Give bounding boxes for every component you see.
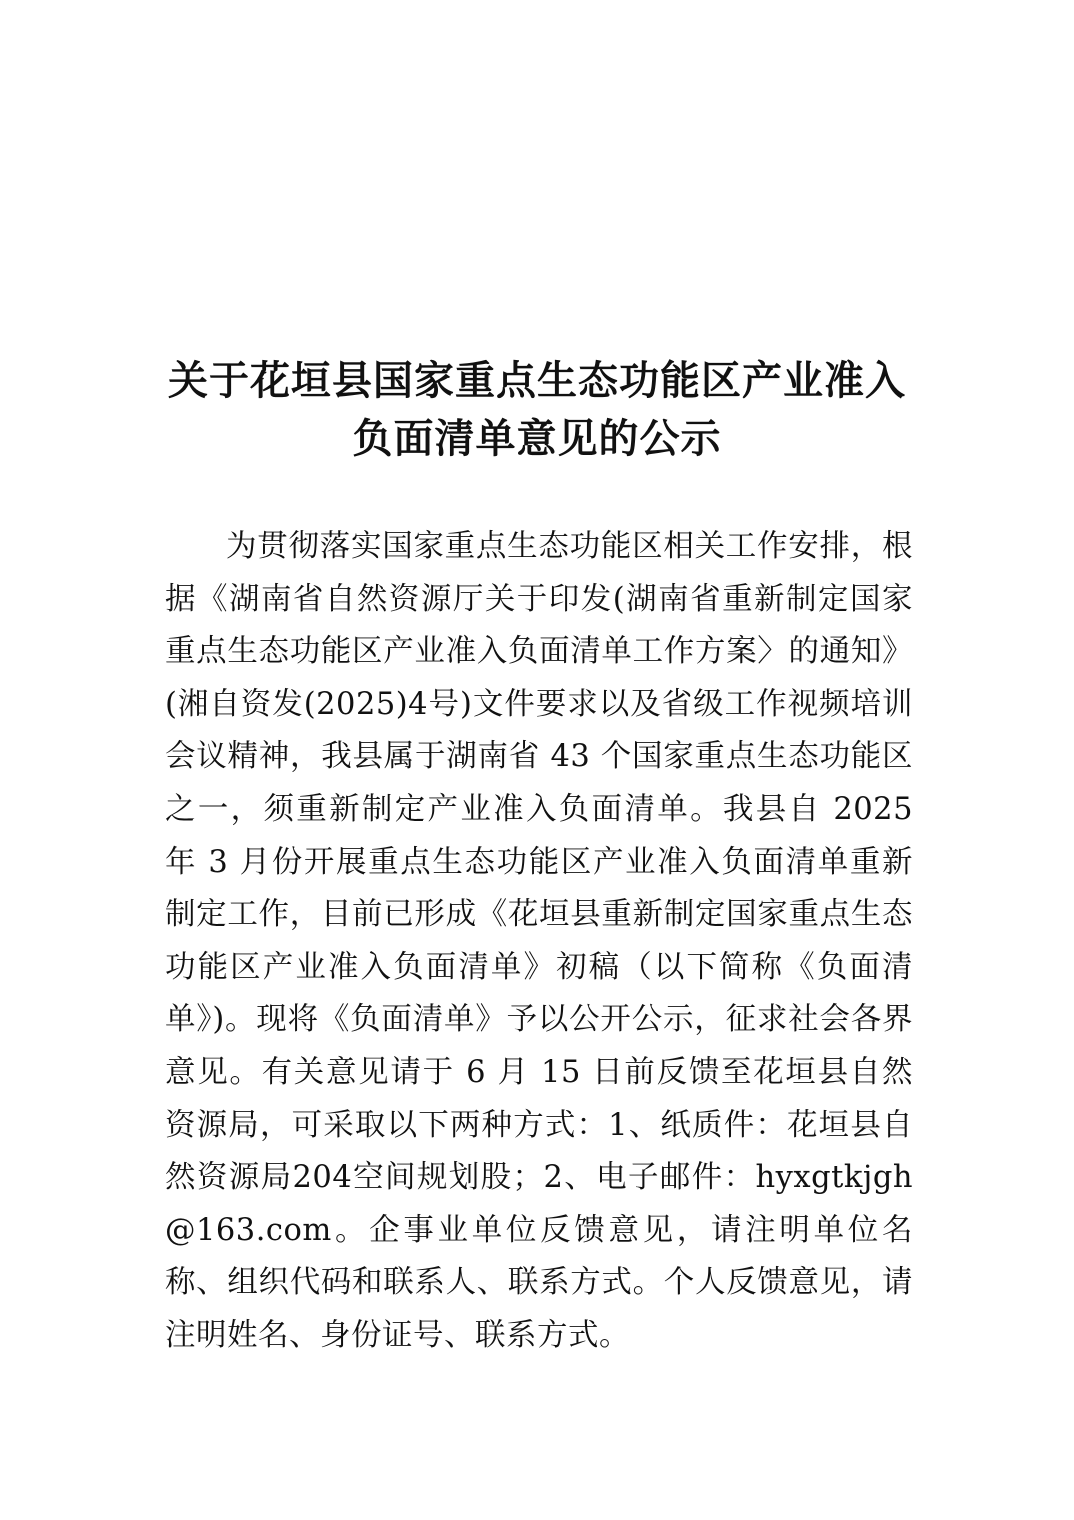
body-text-part-2: 。企事业单位反馈意见，请注明单位名称、组织代码和联系人、联系方式。个人反馈意见，请注明姓名、身份证号、联系方式。	[165, 1212, 913, 1353]
page-title	[0, 352, 1074, 468]
body-text-part-1: 为贯彻落实国家重点生态功能区相关工作安排，根据《湖南省自然资源厅关于印发(湖南省重新制定国家重点生态功能区产业准入负面清单工作方案〉的通知》(湘自资发(2025)4号)文件要求以及省级工作视频培训会议精神，我县属于湖南省 43 个国家重点生态功能区之一，须重新制定产业准入负面清单。我县自 2025 年 3 月份开展重点生态功能区产业准入负面清单重新制定工作，目前已形成《花垣县重新制定国家重点生态功能区产业准入负面清单》初稿（以下简称《负面清单》)。现将《负面清单》予以公开公示，征求社会各界意见。有关意见请于 6 月 15 日前反馈至花垣县自然资源局，可采取以下两种方式：1、纸质件：花垣县自然资源局204空间规划股；2、电子邮件：	[165, 529, 913, 1196]
feedback-email-link[interactable]: hyxgtkjgh@163.com	[165, 1160, 913, 1248]
notice-body-paragraph	[165, 521, 913, 1363]
title-line-1: 关于花垣县国家重点生态功能区产业准入	[168, 357, 906, 404]
title-line-2: 负面清单意见的公示	[352, 415, 722, 462]
